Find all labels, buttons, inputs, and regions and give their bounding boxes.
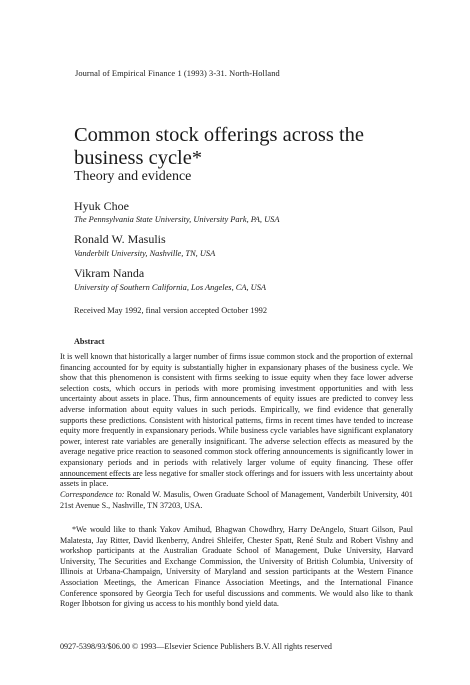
received-dates: Received May 1992, final version accepted October 1992 (74, 306, 268, 315)
acknowledgement-footnote: *We would like to thank Yakov Amihud, Bhagwan Chowdhry, Harry DeAngelo, Stuart Gilson, Paul Malatesta, Jay Ritter, David Ikenberry, Andrei Shleifer, Chester Spatt, René Stulz and Robert Vishny and workshop participants at the Australian Graduate School of Management, Duke University, Harvard University, The Securities and Exchange Commission, the University of British Columbia, University of Illinois at Urbana-Champaign, University of Maryland and session participants at the Western Finance Association Meetings, the American Finance Association Meetings, and the International Finance Conference sponsored by Georgia Tech for useful discussions and comments. We would also like to thank Roger Ibbotson for giving us access to his monthly bond yield data. (60, 525, 413, 609)
author-affiliation: Vanderbilt University, Nashville, TN, USA (74, 249, 216, 258)
paper-title: Common stock offerings across the business cycle* (74, 124, 364, 169)
journal-reference: Journal of Empirical Finance 1 (1993) 3-31. North-Holland (75, 69, 280, 78)
author-name: Ronald W. Masulis (74, 232, 166, 246)
paper-subtitle: Theory and evidence (74, 169, 192, 184)
author-name: Vikram Nanda (74, 266, 145, 280)
abstract-text: It is well known that historically a larger number of firms issue common stock and the proportion of external financing accounted for by equity is substantially higher in expansionary phases of the business cycle. We show that this phenomenon is consistent with firms seeking to issue equity when they face lower adverse selection costs, which occurs in periods with more promising investment opportunities and with less uncertainty about assets in place. Thus, firm announcements of equity issues are predicted to convey less adverse information about equity values in such periods. Empirically, we find evidence that generally supports these predictions. Consistent with historical patterns, firms in recent times have tended to increase equity more frequently in expansionary periods. While business cycle variables have significant explanatory power, interest rate variables are generally insignificant. The adverse selection effects as measured by the average negative price reaction to seasoned common stock offering announcements is significantly lower in expansionary periods and in periods with relatively larger volume of equity financing. These offer announcement effects are less negative for smaller stock offerings and for issuers with less uncertainty about assets in place. (60, 352, 413, 489)
author-affiliation: University of Southern California, Los Angeles, CA, USA (74, 283, 266, 292)
author-name: Hyuk Choe (74, 199, 129, 213)
correspondence-footnote (60, 490, 413, 511)
abstract-heading: Abstract (74, 337, 105, 346)
author-affiliation: The Pennsylvania State University, University Park, PA, USA (74, 215, 280, 224)
copyright-line: 0927-5398/93/$06.00 © 1993—Elsevier Science Publishers B.V. All rights reserved (60, 642, 332, 651)
correspondence-label: Correspondence to: (60, 490, 125, 499)
correspondence-address: Ronald W. Masulis, Owen Graduate School of Management, Vanderbilt University, 401 21st Avenue S., Nashville, TN 37203, USA. (60, 490, 413, 510)
footnote-divider (60, 478, 140, 479)
